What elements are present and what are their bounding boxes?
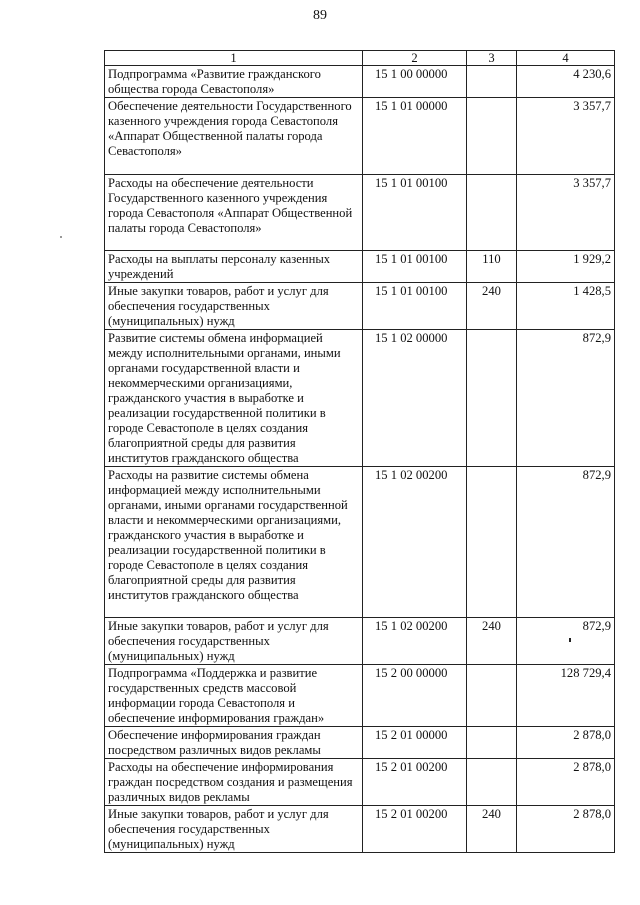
row-expense-type: 240	[467, 806, 517, 853]
table-row	[105, 759, 615, 806]
row-name: Обеспечение информирования граждан посредством различных видов рекламы	[105, 727, 363, 759]
row-expense-type: 110	[467, 251, 517, 283]
row-target-code: 15 2 01 00200	[363, 806, 467, 853]
row-amount: 872,9	[517, 467, 615, 618]
row-amount: 128 729,4	[517, 665, 615, 727]
row-expense-type	[467, 330, 517, 467]
row-expense-type	[467, 175, 517, 251]
row-name: Иные закупки товаров, работ и услуг для обеспечения государственных (муниципальных) нужд	[105, 806, 363, 853]
row-amount: 1 428,5	[517, 283, 615, 330]
row-amount: 872,9	[517, 330, 615, 467]
row-amount: 2 878,0	[517, 806, 615, 853]
table-row	[105, 98, 615, 175]
row-expense-type: 240	[467, 618, 517, 665]
row-amount: 2 878,0	[517, 727, 615, 759]
row-amount: 3 357,7	[517, 175, 615, 251]
header-col-4: 4	[517, 51, 615, 66]
row-name: Расходы на развитие системы обмена информацией между исполнительными органами, иными органами государственной власти и некоммерческими организациями, гражданского участия в выработке и реализации государственной политики в городе Севастополе в целях создания благоприятной среды для развития институтов гражданского общества	[105, 467, 363, 618]
row-name: Подпрограмма «Поддержка и развитие государственных средств массовой информации города Севастополя и обеспечение информирования граждан»	[105, 665, 363, 727]
row-expense-type	[467, 66, 517, 98]
row-amount: 872,9	[517, 618, 615, 665]
row-expense-type: 240	[467, 283, 517, 330]
header-row	[105, 51, 615, 66]
row-amount: 2 878,0	[517, 759, 615, 806]
row-name: Развитие системы обмена информацией между исполнительными органами, иными органами государственной власти и некоммерческими организациями, гражданского участия в выработке и реализации государственной политики в городе Севастополе в целях создания благоприятной среды для развития институтов гражданского общества	[105, 330, 363, 467]
row-target-code: 15 1 01 00100	[363, 175, 467, 251]
row-target-code: 15 2 00 00000	[363, 665, 467, 727]
row-name: Иные закупки товаров, работ и услуг для обеспечения государственных (муниципальных) нужд	[105, 283, 363, 330]
row-target-code: 15 1 02 00200	[363, 618, 467, 665]
budget-table	[104, 50, 615, 853]
table-row	[105, 330, 615, 467]
row-name: Расходы на обеспечение информирования граждан посредством создания и размещения различных видов рекламы	[105, 759, 363, 806]
row-target-code: 15 2 01 00200	[363, 759, 467, 806]
table-row	[105, 467, 615, 618]
row-name: Расходы на выплаты персоналу казенных учреждений	[105, 251, 363, 283]
row-expense-type	[467, 467, 517, 618]
row-target-code: 15 1 00 00000	[363, 66, 467, 98]
row-amount: 3 357,7	[517, 98, 615, 175]
row-amount: 1 929,2	[517, 251, 615, 283]
table-row	[105, 66, 615, 98]
row-name: Иные закупки товаров, работ и услуг для обеспечения государственных (муниципальных) нужд	[105, 618, 363, 665]
row-amount: 4 230,6	[517, 66, 615, 98]
row-expense-type	[467, 727, 517, 759]
row-name: Подпрограмма «Развитие гражданского общества города Севастополя»	[105, 66, 363, 98]
row-name: Расходы на обеспечение деятельности Государственного казенного учреждения города Севастополя «Аппарат Общественной палаты города Севастополя»	[105, 175, 363, 251]
table-row	[105, 618, 615, 665]
table-row	[105, 806, 615, 853]
table-row	[105, 727, 615, 759]
row-target-code: 15 1 01 00000	[363, 98, 467, 175]
row-expense-type	[467, 759, 517, 806]
table-row	[105, 283, 615, 330]
row-target-code: 15 1 01 00100	[363, 283, 467, 330]
row-expense-type	[467, 665, 517, 727]
table-row	[105, 665, 615, 727]
header-col-2: 2	[363, 51, 467, 66]
row-expense-type	[467, 98, 517, 175]
row-target-code: 15 2 01 00000	[363, 727, 467, 759]
page-number: 89	[313, 8, 327, 23]
header-col-1: 1	[105, 51, 363, 66]
row-target-code: 15 1 02 00000	[363, 330, 467, 467]
row-target-code: 15 1 01 00100	[363, 251, 467, 283]
table-row	[105, 175, 615, 251]
margin-mark	[60, 236, 62, 238]
row-name: Обеспечение деятельности Государственного казенного учреждения города Севастополя «Аппарат Общественной палаты города Севастополя»	[105, 98, 363, 175]
table-row	[105, 251, 615, 283]
row-target-code: 15 1 02 00200	[363, 467, 467, 618]
header-col-3: 3	[467, 51, 517, 66]
